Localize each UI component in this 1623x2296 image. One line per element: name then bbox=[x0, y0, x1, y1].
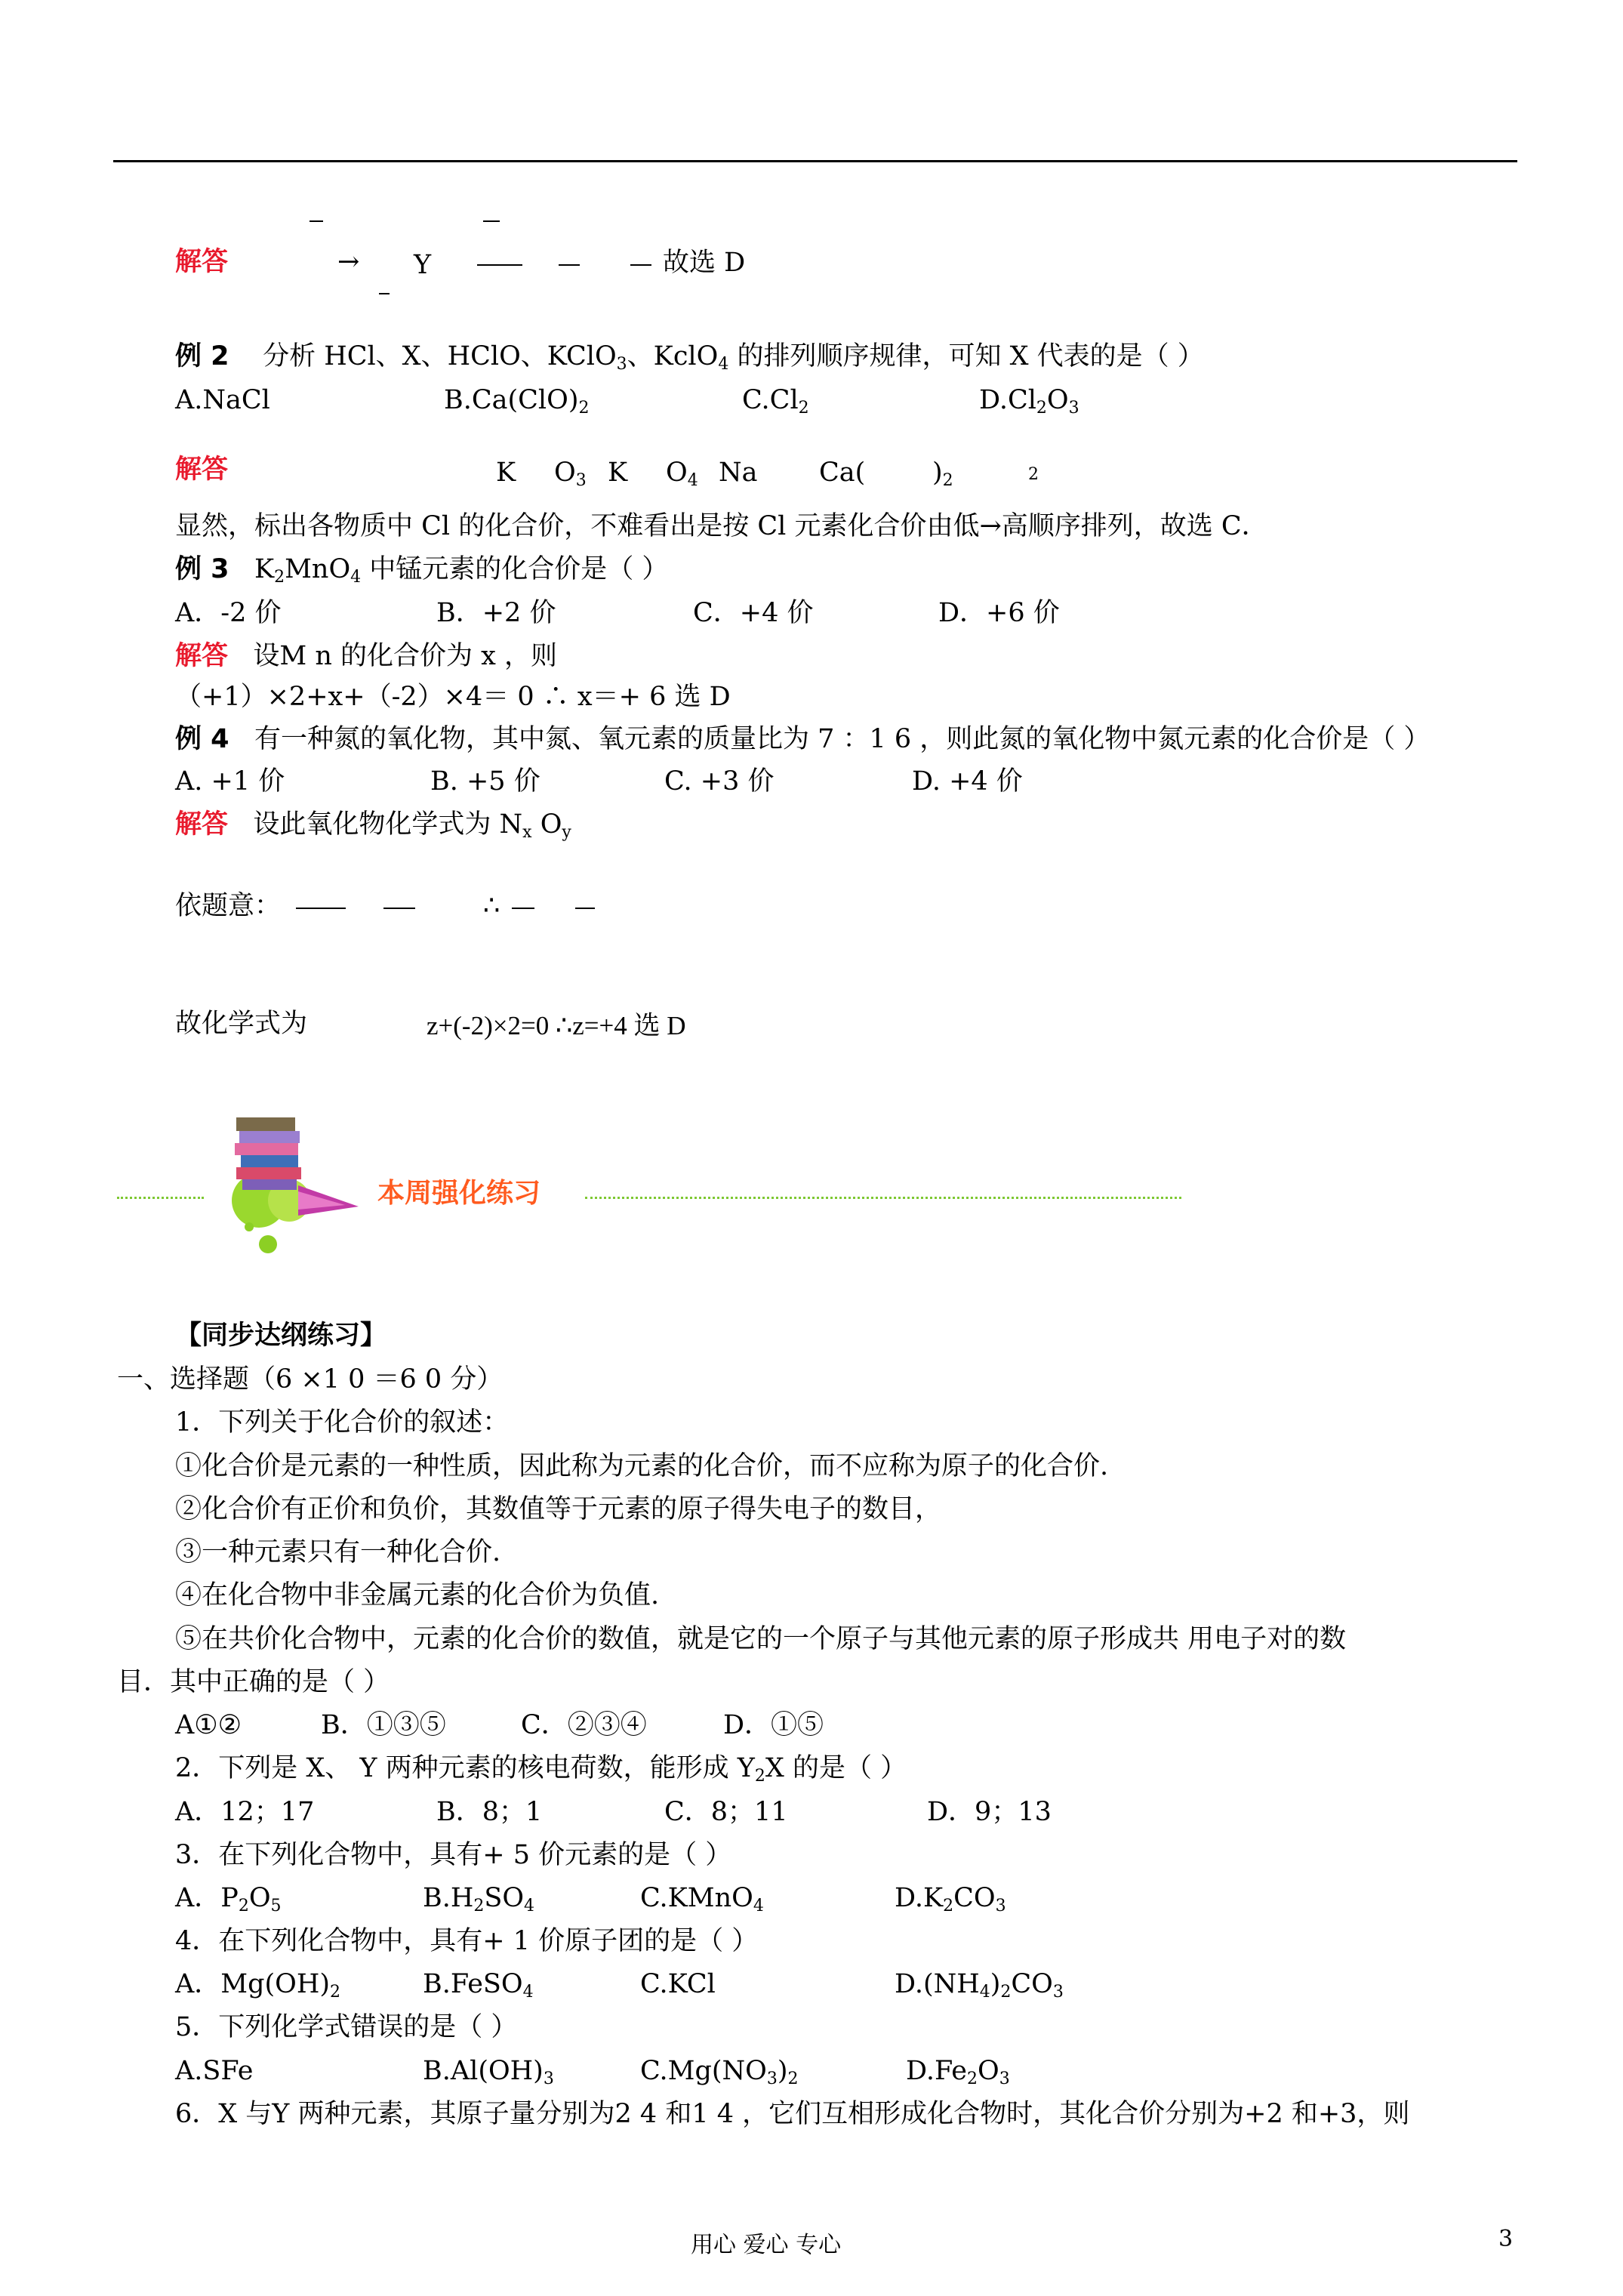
option-d: D. +4 价 bbox=[912, 766, 1023, 797]
list-item: ①化合价是元素的一种性质，因此称为元素的化合价，而不应称为原子的化合价. bbox=[175, 1451, 1109, 1481]
option-a: A.NaCl bbox=[175, 385, 270, 415]
question-1-stem: 1．下列关于化合价的叙述： bbox=[175, 1407, 510, 1438]
arrow-symbol: → bbox=[337, 247, 360, 277]
answer-label: 解答 bbox=[175, 455, 229, 485]
fraction-bar bbox=[630, 264, 651, 266]
option-a: A．12；17 bbox=[175, 1797, 315, 1827]
yiti-label: 依题意： bbox=[175, 891, 282, 921]
answer-frag: $O_4$ bbox=[666, 458, 698, 490]
banner-dotted-line bbox=[117, 1197, 204, 1199]
option-b: B.FeSO$_4$ bbox=[423, 1969, 534, 2002]
fraction-bar bbox=[559, 264, 580, 266]
list-item: ④在化合物中非金属元素的化合价为负值. bbox=[175, 1580, 660, 1610]
section-title: 【同步达纲练习】 bbox=[175, 1321, 387, 1351]
option-b: B．①③⑤ bbox=[321, 1710, 446, 1740]
example-label: 例 3 bbox=[175, 554, 229, 584]
answer-frag: Ca( bbox=[819, 458, 866, 488]
option-d: D．①⑤ bbox=[723, 1710, 824, 1740]
subscript: 3 bbox=[616, 355, 627, 374]
example-4-answer: 解答 设此氧化物化学式为 $N_x$ $O_y$ bbox=[175, 809, 571, 842]
option-b: $B.H_2SO_4$ bbox=[423, 1883, 535, 1915]
option-a: A. +1 价 bbox=[175, 766, 285, 797]
option-c: $C.Mg(NO_3)_2$ bbox=[640, 2056, 799, 2088]
answer-label: 解答 bbox=[175, 247, 229, 277]
fraction-bar bbox=[477, 264, 522, 266]
books-icon bbox=[215, 1110, 366, 1261]
option-a: A①② bbox=[175, 1710, 242, 1740]
option-c: C．8；11 bbox=[664, 1797, 788, 1827]
answer-frag: )$_2$ bbox=[932, 458, 953, 490]
option-d: D．+6 价 bbox=[938, 598, 1060, 628]
option-c: C.KMnO$_4$ bbox=[640, 1883, 764, 1915]
question-3-stem: 3．在下列化合物中，具有+ 5 价元素的是（ ） bbox=[175, 1840, 732, 1870]
list-item: ③一种元素只有一种化合价. bbox=[175, 1537, 501, 1567]
question-text: 的排列顺序规律，可知 X 代表的是（ ） bbox=[728, 341, 1204, 371]
option-b: B．8；1 bbox=[436, 1797, 543, 1827]
option-c: C. +3 价 bbox=[664, 766, 775, 797]
option-c: C．②③④ bbox=[521, 1710, 647, 1740]
answer-variable: Y bbox=[414, 250, 432, 280]
section-heading: 一、选择题（6 ×1 0 ＝6 0 分） bbox=[117, 1364, 504, 1395]
option-b: $B.Al(OH)_3$ bbox=[423, 2056, 554, 2088]
banner-dotted-line bbox=[585, 1197, 1181, 1199]
fraction-bar bbox=[512, 908, 534, 909]
question-6-stem: 6．X 与Y 两种元素，其原子量分别为2 4 和1 4 ，它们互相形成化合物时，其化合价分别为+2 和+3，则 bbox=[175, 2099, 1410, 2129]
answer-frag: K bbox=[608, 458, 628, 488]
example-3-question: 例 3 $K_2MnO_4$ 中锰元素的化合价是（ ） bbox=[175, 554, 669, 587]
question-4-stem: 4．在下列化合物中，具有+ 1 价原子团的是（ ） bbox=[175, 1926, 759, 1956]
example-3-answer: 解答 设M n 的化合价为 x ，则 bbox=[175, 641, 558, 671]
fraction-bar bbox=[296, 908, 346, 909]
question-1-cont: 目．其中正确的是（ ） bbox=[117, 1667, 390, 1697]
fraction-bar bbox=[310, 220, 323, 222]
fraction-bar bbox=[575, 908, 595, 909]
example-2-question bbox=[175, 341, 1204, 374]
banner-title: 本周强化练习 bbox=[377, 1178, 541, 1209]
list-item: ⑤在共价化合物中，元素的化合价的数值，就是它的一个原子与其他元素的原子形成共 用电子对的数 bbox=[175, 1624, 1347, 1654]
option-b: B. +5 价 bbox=[430, 766, 540, 797]
option-c: C．+4 价 bbox=[693, 598, 814, 628]
option-c: $C.Cl_2$ bbox=[742, 385, 809, 418]
header-rule bbox=[113, 160, 1517, 162]
question-text: 、KclO bbox=[627, 341, 719, 371]
option-d: D．9；13 bbox=[927, 1797, 1052, 1827]
answer-frag: Na bbox=[719, 458, 758, 488]
option-c: C.KCl bbox=[640, 1969, 716, 1999]
fraction-bar bbox=[383, 908, 415, 909]
option-d: $D.(NH_4)_2CO_3$ bbox=[895, 1969, 1064, 2002]
option-d: $D.Fe_2O_3$ bbox=[906, 2056, 1010, 2088]
answer-frag: 2 bbox=[1028, 465, 1039, 484]
answer-result: 故选 D bbox=[663, 248, 746, 278]
example-4-calc: z+(-2)×2=0 ∴z=+4 选 D bbox=[427, 1011, 686, 1040]
example-2-explanation: 显然，标出各物质中 Cl 的化合价，不难看出是按 Cl 元素化合价由低→高顺序排列，故选 C． bbox=[175, 511, 1268, 541]
answer-frag: $O_3$ bbox=[554, 458, 587, 490]
option-d: $D.K_2CO_3$ bbox=[895, 1883, 1006, 1915]
option-a: A．$Mg(OH)_2$ bbox=[175, 1969, 341, 2002]
option-a: A.SFe bbox=[175, 2056, 254, 2086]
option-b: B．+2 价 bbox=[436, 598, 556, 628]
example-label: 例 2 bbox=[175, 341, 229, 371]
therefore-symbol: ∴ bbox=[483, 891, 500, 921]
example-3-calc: （+1）×2+x+（-2）×4＝ 0 ∴ x＝+ 6 选 D bbox=[175, 682, 731, 712]
option-d: $D.Cl_2O_3$ bbox=[979, 385, 1079, 418]
example-4-question: 例 4 有一种氮的氧化物，其中氮、氧元素的质量比为 7 ：1 6 ，则此氮的氧化物中氮元素的化合价是（ ） bbox=[175, 724, 1431, 754]
subscript: 4 bbox=[718, 355, 729, 374]
question-text: 分析 HCl、X、HClO、KClO bbox=[263, 341, 617, 371]
answer-frag: K bbox=[496, 458, 516, 488]
option-b: $B.Ca(ClO)_2$ bbox=[444, 385, 590, 418]
list-item: ②化合价有正价和负价，其数值等于元素的原子得失电子的数目， bbox=[175, 1494, 942, 1524]
question-5-stem: 5．下列化学式错误的是（ ） bbox=[175, 2012, 518, 2042]
fraction-bar bbox=[379, 293, 390, 294]
footer-motto: 用心 爱心 专心 bbox=[691, 2232, 842, 2258]
option-a: A．-2 价 bbox=[175, 598, 282, 628]
question-2-stem: 2．下列是 X、 Y 两种元素的核电荷数，能形成 $Y_2X$ 的是（ ） bbox=[175, 1753, 907, 1786]
formula-label: 故化学式为 bbox=[175, 1009, 308, 1039]
page-number: 3 bbox=[1498, 2226, 1514, 2252]
option-a: A．$P_2O_5$ bbox=[175, 1883, 282, 1915]
fraction-bar bbox=[483, 220, 500, 222]
